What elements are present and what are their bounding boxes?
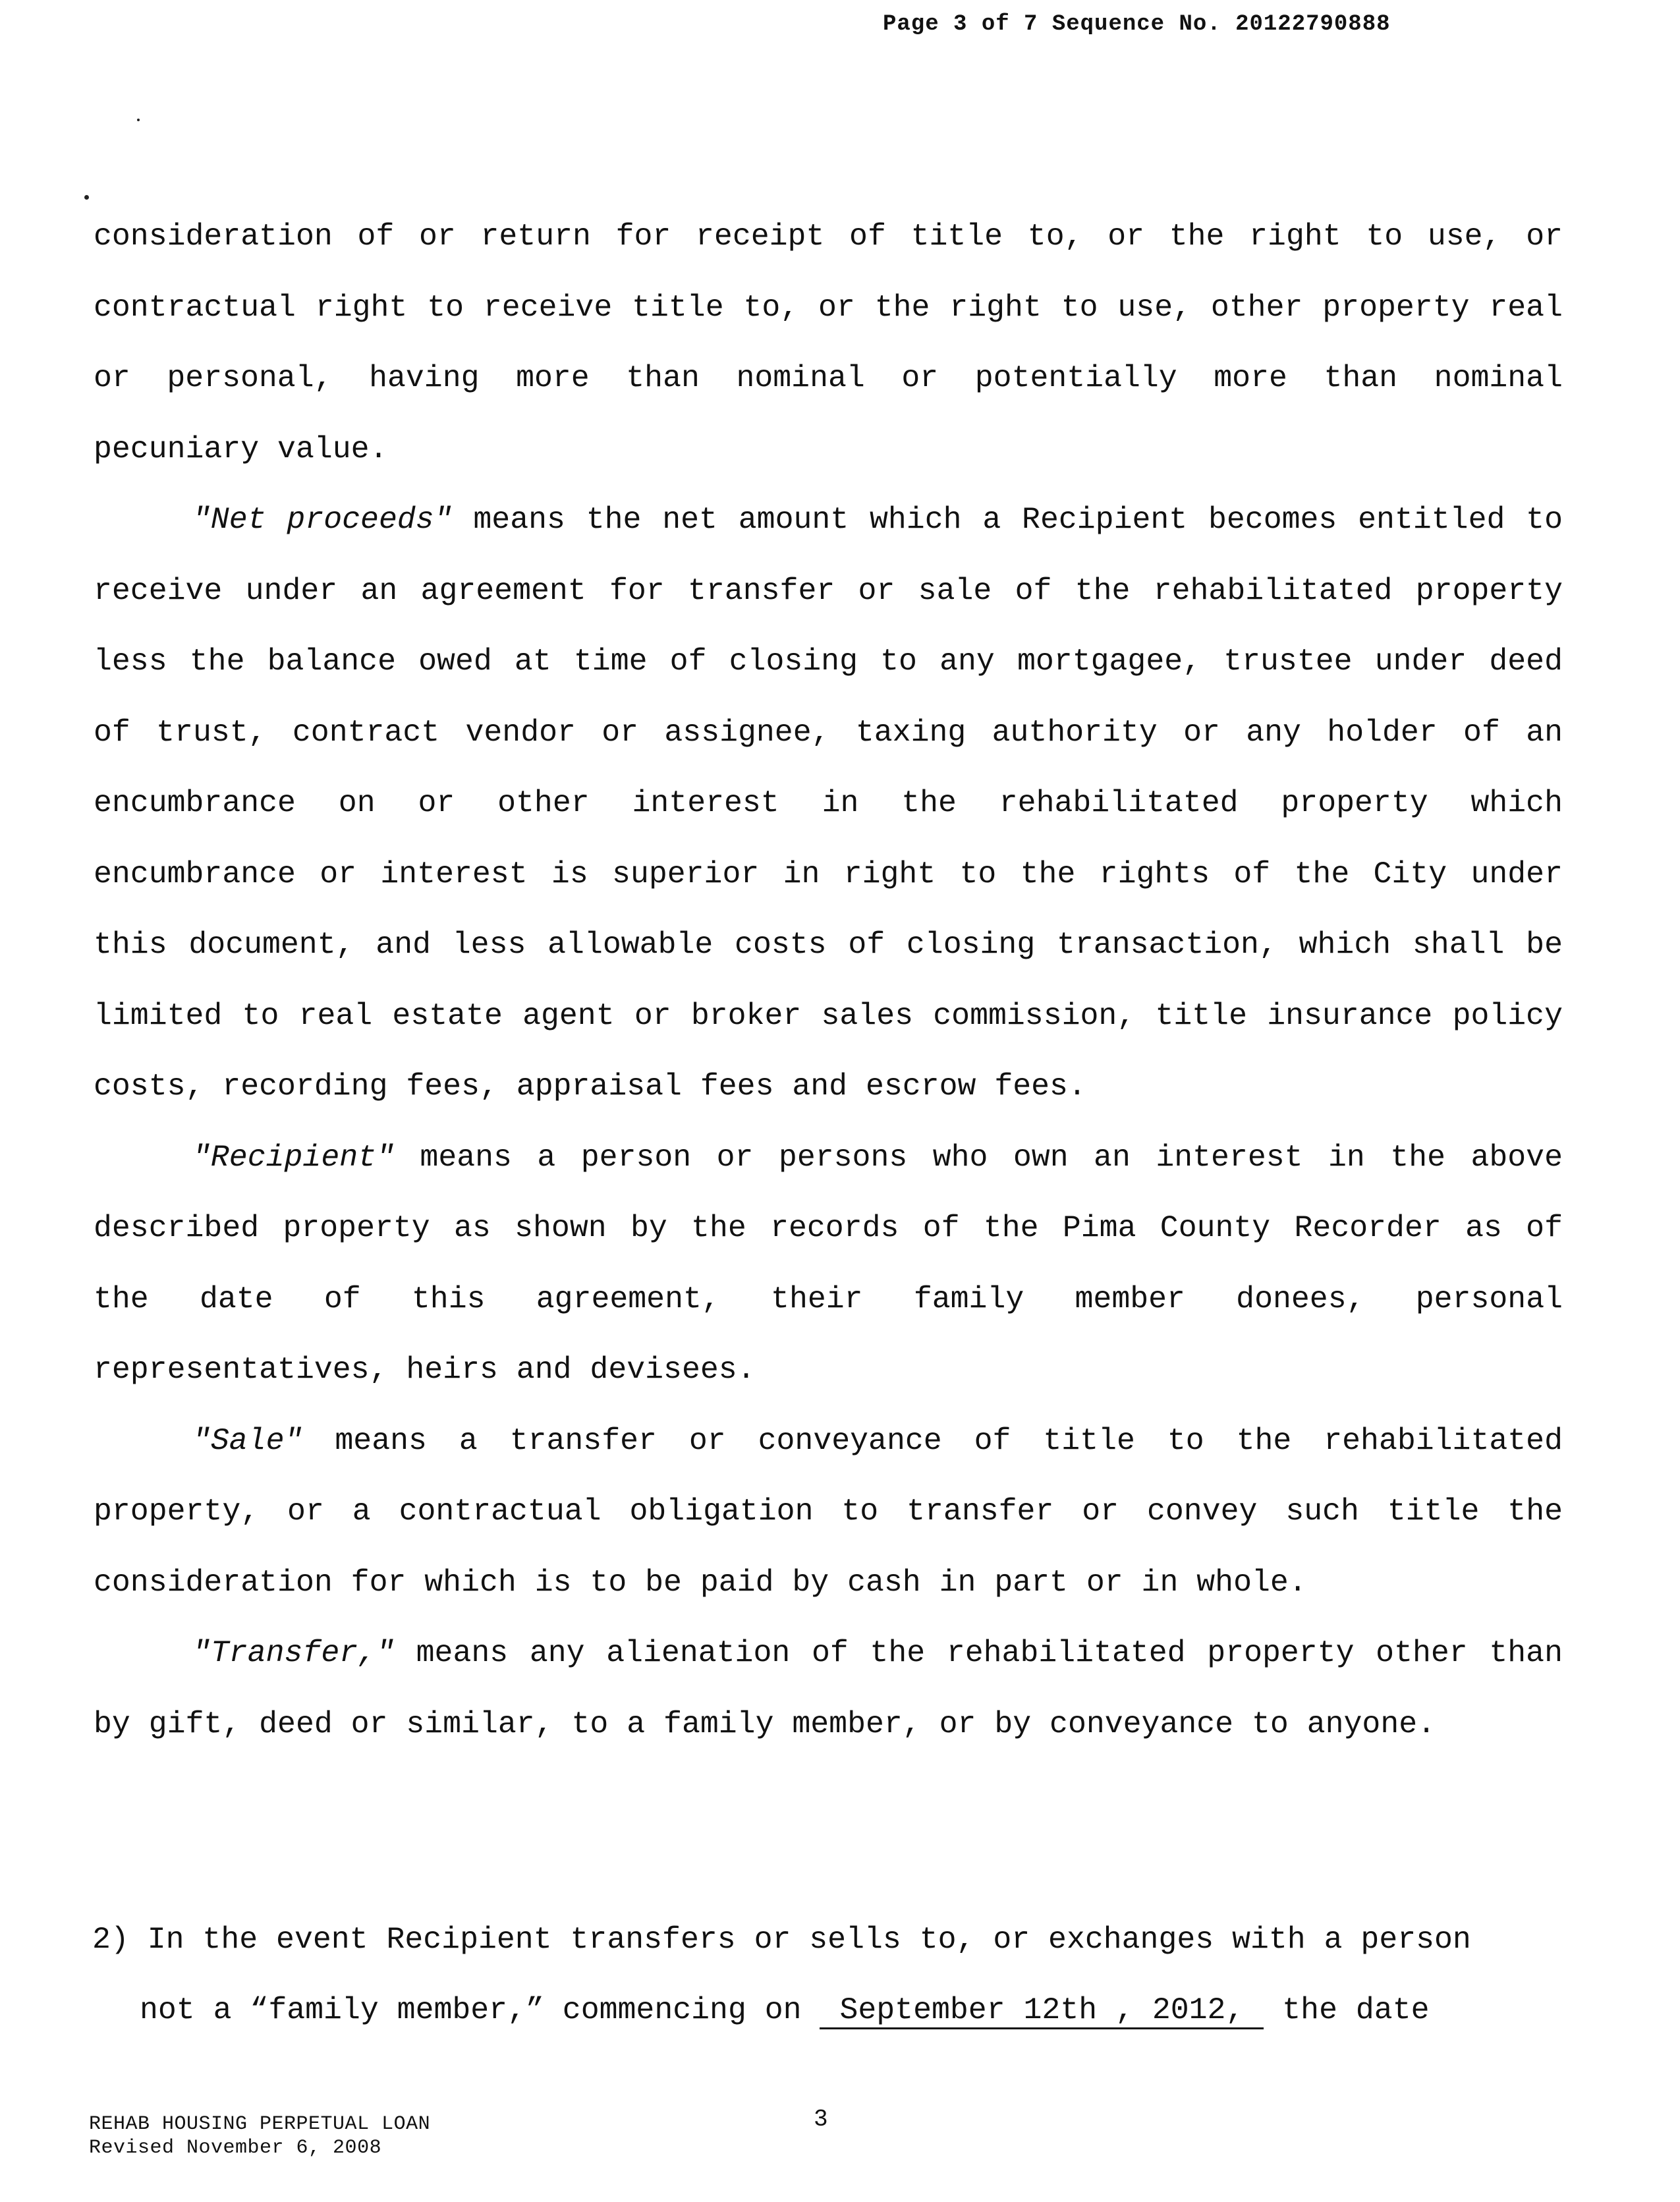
footer-form-title: REHAB HOUSING PERPETUAL LOAN bbox=[89, 2113, 431, 2135]
definition-recipient bbox=[94, 1122, 1563, 1405]
definition-term: "Transfer," bbox=[192, 1635, 395, 1670]
definition-transfer bbox=[94, 1618, 1563, 1759]
definition-net-proceeds bbox=[94, 484, 1563, 1122]
item-line-2 bbox=[92, 1975, 1528, 2045]
scan-speck bbox=[137, 119, 140, 121]
numbered-item-2 bbox=[92, 1904, 1528, 2045]
definition-text: means any alienation of the rehabilitated property other than by gift, deed or similar, to a family member, or by conveyance to anyone. bbox=[94, 1635, 1563, 1741]
footer-revision-date: Revised November 6, 2008 bbox=[89, 2137, 382, 2159]
definition-text: means a transfer or conveyance of title to the rehabilitated property, or a contractual obligation to transfer or convey such title the consideration for which is to be paid by cash in part or in whole. bbox=[94, 1423, 1563, 1600]
item-line-1: 2) In the event Recipient transfers or sells to, or exchanges with a person bbox=[92, 1922, 1471, 1957]
definition-term: "Recipient" bbox=[192, 1139, 395, 1175]
item-line-2-suffix: the date bbox=[1264, 1992, 1430, 2027]
document-body bbox=[94, 201, 1563, 1759]
item-line-2-prefix: not a “family member,” commencing on bbox=[140, 1992, 820, 2027]
page-number: 3 bbox=[814, 2106, 828, 2133]
definition-text: means the net amount which a Recipient becomes entitled to receive under an agreement for transfer or sale of the rehabilitated property less the balance owed at time of closing to any mortgagee, trustee under deed of trust, contract vendor or assignee, taxing authority or any holder of an encumbrance on or other interest in the rehabilitated property which encumbrance or interest is superior in right to the rights of the City under this document, and less allowable costs of closing transaction, which shall be limited to real estate agent or broker sales commission, title insurance policy costs, recording fees, appraisal fees and escrow fees. bbox=[94, 502, 1563, 1104]
page-sequence-header: Page 3 of 7 Sequence No. 20122790888 bbox=[883, 12, 1391, 37]
definition-sale bbox=[94, 1405, 1563, 1618]
continuation-paragraph: consideration of or return for receipt of title to, or the right to use, or contractual right to receive title to, or the right to use, other property real or personal, having more than nominal or potentially more than nominal pecuniary value. bbox=[94, 219, 1563, 466]
date-fill-field: September 12th , 2012, bbox=[820, 1992, 1264, 2029]
definition-term: "Net proceeds" bbox=[192, 502, 453, 537]
definition-text: means a person or persons who own an interest in the above described property as shown by the records of the Pima County Recorder as of the date of this agreement, their family member donees, personal representatives, heirs and devisees. bbox=[94, 1139, 1563, 1387]
definition-term: "Sale" bbox=[192, 1423, 303, 1458]
document-footer bbox=[89, 2112, 430, 2160]
scan-speck bbox=[84, 195, 89, 200]
